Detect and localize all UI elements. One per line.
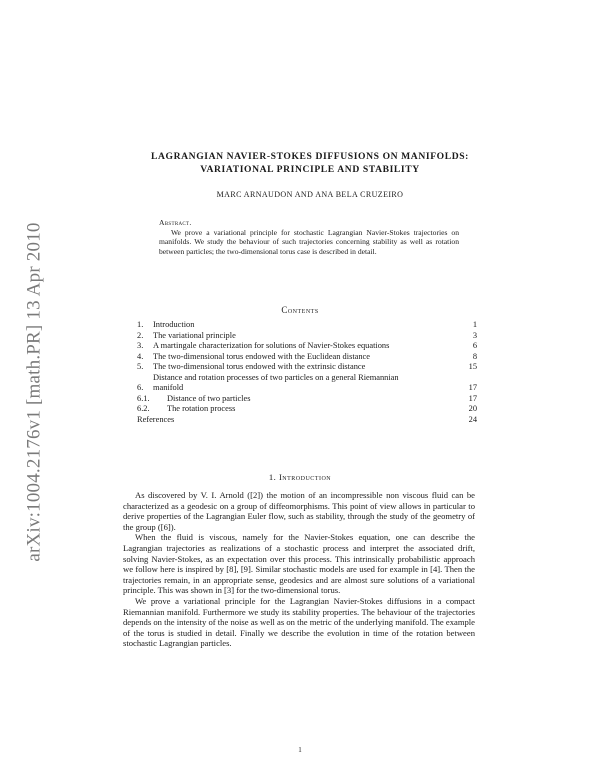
abstract-text: We prove a variational principle for stochastic Lagrangian Navier-Stokes trajectories on manifolds. We study the behaviour of such trajectories concerning stability as well as rotation between particles; the two-dimensional torus case is described in detail. bbox=[159, 227, 459, 257]
toc-entry-page: 24 bbox=[468, 414, 477, 424]
table-of-contents bbox=[137, 320, 477, 425]
toc-entry-title bbox=[153, 373, 457, 394]
abstract-label: Abstract. bbox=[159, 218, 192, 227]
body-paragraph: As discovered by V. I. Arnold ([2]) the motion of an incompressible non viscous fluid can be characterized as a geodesic on a group of diffeomorphisms. This point of view allows in particular to derive properties of the Lagrangian Euler flow, such as stability, through the study of the geometry of the group ([6]). bbox=[123, 490, 475, 532]
toc-entry[interactable] bbox=[137, 331, 477, 342]
toc-entry-page: 15 bbox=[468, 362, 477, 371]
toc-entry-title: Distance of two particles bbox=[167, 393, 251, 403]
toc-entry-page: 17 bbox=[468, 383, 477, 392]
contents-heading: Contents bbox=[281, 305, 319, 315]
toc-entry[interactable] bbox=[137, 415, 477, 426]
toc-entry-title-line: Distance and rotation processes of two particles on a general Riemannian bbox=[153, 372, 399, 382]
toc-entry-number: 1. bbox=[137, 320, 144, 329]
arxiv-identifier-stamp bbox=[20, 182, 50, 602]
toc-entry-number: 5. bbox=[137, 362, 144, 371]
toc-entry[interactable] bbox=[137, 394, 477, 405]
introduction-body bbox=[123, 490, 475, 649]
toc-entry-title: The variational principle bbox=[153, 330, 236, 340]
body-paragraph: When the fluid is viscous, namely for the Navier-Stokes equation, one can describe the Lagrangian trajectories as realizations of a stochastic process and interpret the associated drift, solving Navier-Stokes, as an expectation over this process. This intrinsically probabilistic approach we follow here is inspired by [8], [9]. Similar stochastic models are used for example in [4]. Then the trajectories remain, in an appropriate sense, geodesics and are almost sure solutions of a variational principle. This was shown in [3] for the two-dimensional torus. bbox=[123, 532, 475, 596]
toc-entry-number: 3. bbox=[137, 341, 144, 350]
toc-entry-page: 8 bbox=[472, 351, 477, 361]
toc-entry-number: 2. bbox=[137, 330, 144, 340]
toc-entry-page: 1 bbox=[472, 320, 477, 329]
arxiv-identifier-text: arXiv:1004.2176v1 [math.PR] 13 Apr 2010 bbox=[24, 222, 46, 562]
toc-entry-title: A martingale characterization for solutions of Navier-Stokes equations bbox=[153, 341, 390, 350]
page-number: 1 bbox=[298, 746, 302, 754]
body-paragraph: We prove a variational principle for the Lagrangian Navier-Stokes diffusions in a compact Riemannian manifold. Furthermore we study its stability properties. The behaviour of the trajectories depends on the intensity of the noise as well as on the metric of the underlying manifold. The example of the torus is studied in detail. Finally we describe the evolution in time of the rotation between stochastic Lagrangian particles. bbox=[123, 595, 475, 649]
toc-entry-page: 20 bbox=[468, 404, 477, 413]
toc-entry-title: Introduction bbox=[153, 320, 195, 329]
toc-entry[interactable] bbox=[137, 341, 477, 352]
toc-entry[interactable] bbox=[137, 404, 477, 415]
toc-entry-title: The two-dimensional torus endowed with the extrinsic distance bbox=[153, 362, 366, 371]
toc-entry-number: 6.1. bbox=[137, 393, 150, 403]
toc-entry-page: 6 bbox=[472, 341, 477, 350]
introduction-heading: 1. Introduction bbox=[268, 472, 332, 482]
title-line-1: LAGRANGIAN NAVIER-STOKES DIFFUSIONS ON MANIFOLDS: bbox=[151, 151, 469, 162]
title-line-2: VARIATIONAL PRINCIPLE AND STABILITY bbox=[200, 164, 420, 175]
toc-entry[interactable] bbox=[137, 373, 477, 394]
abstract-block bbox=[159, 218, 459, 257]
toc-entry-number: 6.2. bbox=[137, 404, 150, 413]
toc-entry-number: 6. bbox=[137, 383, 144, 392]
toc-entry-number: 4. bbox=[137, 351, 144, 361]
toc-entry[interactable] bbox=[137, 320, 477, 331]
toc-entry[interactable] bbox=[137, 352, 477, 363]
toc-entry-title: The rotation process bbox=[167, 404, 236, 413]
toc-entry-title: The two-dimensional torus endowed with the Euclidean distance bbox=[153, 351, 370, 361]
toc-entry[interactable] bbox=[137, 362, 477, 373]
toc-entry-page: 3 bbox=[472, 330, 477, 340]
toc-entry-page: 17 bbox=[468, 393, 477, 403]
toc-entry-title: References bbox=[137, 414, 175, 424]
paper-authors: MARC ARNAUDON AND ANA BELA CRUZEIRO bbox=[216, 190, 404, 199]
paper-title bbox=[100, 150, 520, 176]
toc-entry-title-continuation: manifold bbox=[153, 383, 184, 392]
